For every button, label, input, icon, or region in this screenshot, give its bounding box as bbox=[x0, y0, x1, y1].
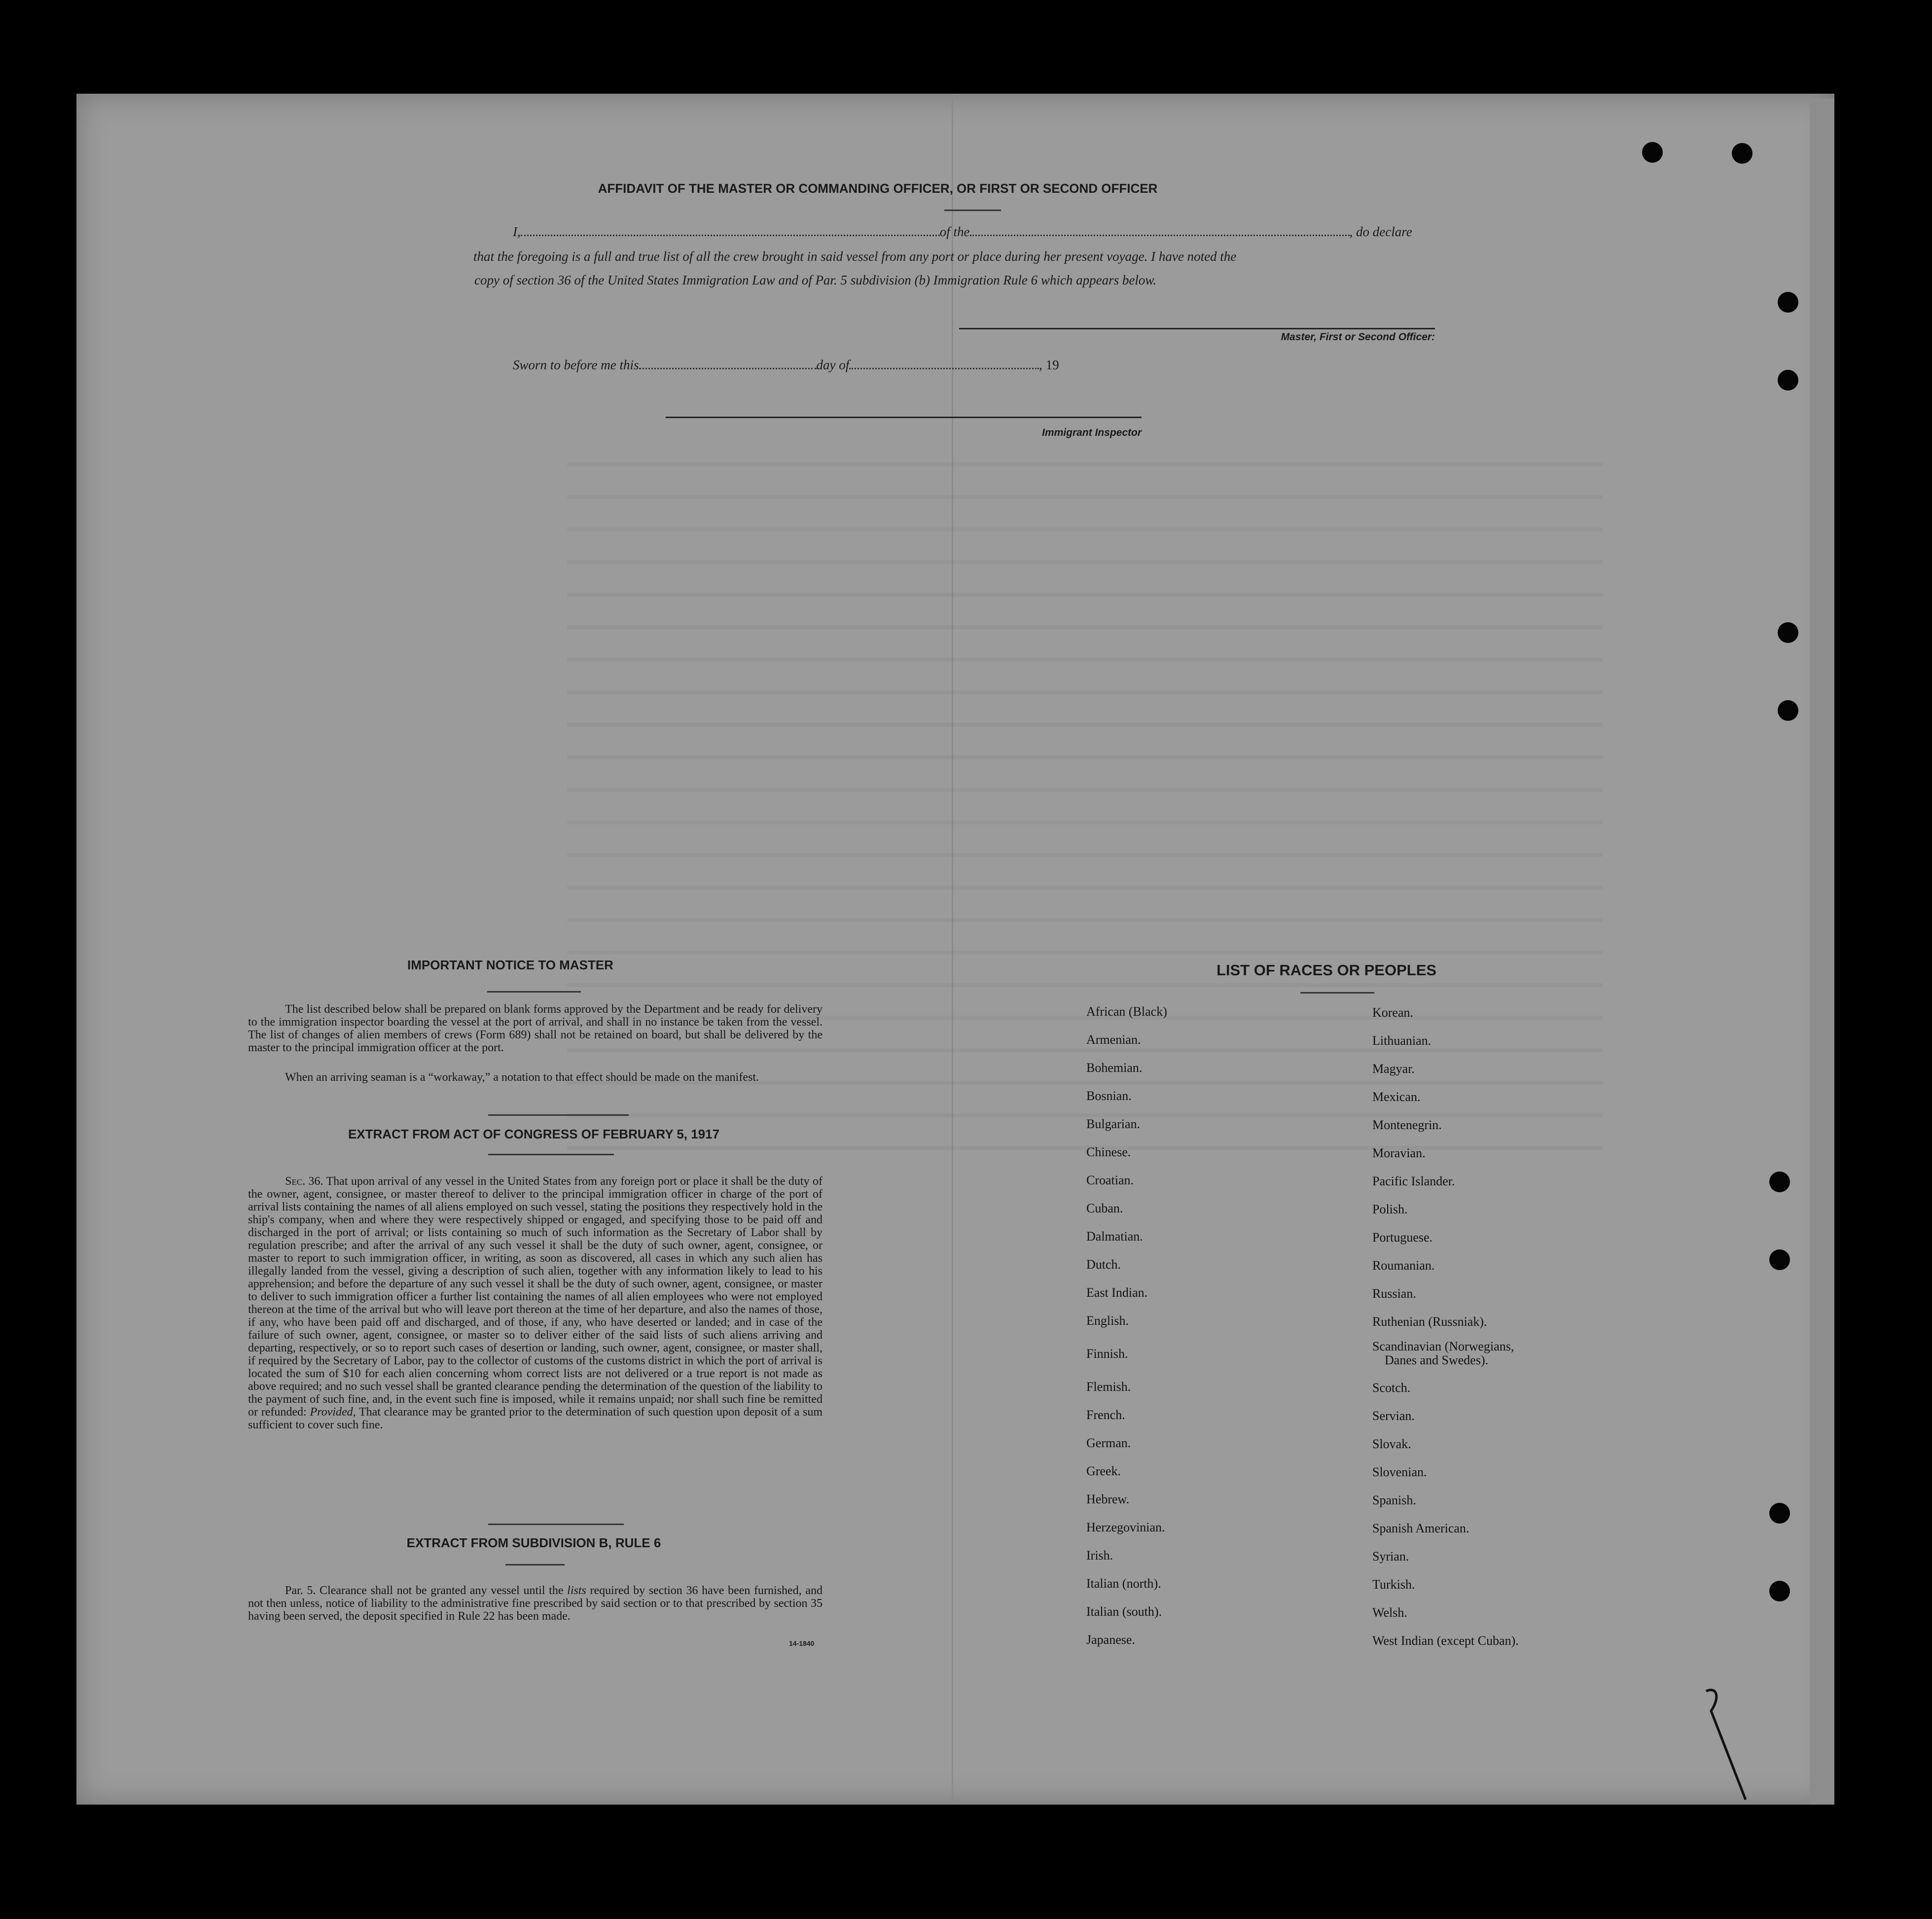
race-item: Russian. bbox=[1372, 1286, 1416, 1301]
race-item: East Indian. bbox=[1086, 1285, 1148, 1300]
race-item: Pacific Islander. bbox=[1372, 1174, 1455, 1188]
race-item: German. bbox=[1086, 1436, 1131, 1450]
race-item: Spanish. bbox=[1372, 1493, 1416, 1507]
affidavit-declare: , do declare bbox=[1349, 224, 1412, 239]
race-item: Japanese. bbox=[1086, 1633, 1135, 1647]
title-rule bbox=[944, 210, 1001, 211]
page-edge bbox=[1810, 99, 1834, 1805]
race-item bbox=[1372, 1336, 1519, 1374]
race-item: Bulgarian. bbox=[1086, 1117, 1141, 1131]
race-item: African (Black) bbox=[1086, 1004, 1167, 1019]
race-item: Polish. bbox=[1372, 1202, 1408, 1216]
race-item: Lithuanian. bbox=[1372, 1033, 1431, 1048]
form-number: 14-1840 bbox=[789, 1639, 815, 1647]
race-item: Cuban. bbox=[1086, 1201, 1123, 1215]
race-item: Magyar. bbox=[1372, 1062, 1415, 1076]
punch-hole bbox=[1769, 1503, 1790, 1524]
race-item: Portuguese. bbox=[1372, 1230, 1433, 1244]
race-item: Welsh. bbox=[1372, 1605, 1407, 1620]
rule6-text-a: Par. 5. Clearance shall not be granted any vessel until the bbox=[285, 1584, 564, 1597]
race-item: Irish. bbox=[1086, 1548, 1113, 1563]
rule6-paragraph bbox=[248, 1584, 823, 1623]
affidavit-line1 bbox=[513, 224, 1412, 240]
race-item: Scotch. bbox=[1372, 1381, 1411, 1395]
race-item: Italian (south). bbox=[1086, 1604, 1162, 1619]
act-section-36 bbox=[248, 1175, 823, 1431]
sworn-day-field[interactable] bbox=[639, 368, 817, 369]
rule6-text-b: required by section 36 have been furnished, and not then unless, notice of liability to the administrative fine prescribed by said section or to that prescribed by section 35 having been served, the deposit specified in Rule 22 has been made. bbox=[248, 1584, 823, 1623]
punch-hole bbox=[1769, 1581, 1790, 1601]
punch-hole bbox=[1778, 370, 1798, 391]
race-item: Montenegrin. bbox=[1372, 1118, 1442, 1132]
race-item: Turkish. bbox=[1372, 1577, 1415, 1592]
affidavit-title: AFFIDAVIT OF THE MASTER OR COMMANDING OFFICER, OR FIRST OR SECOND OFFICER bbox=[598, 181, 1158, 196]
affidavit-i: I, bbox=[513, 224, 521, 239]
punch-hole bbox=[1778, 622, 1798, 643]
rule6-rule bbox=[505, 1564, 565, 1565]
race-item: Roumanian. bbox=[1372, 1258, 1435, 1273]
punch-hole bbox=[1778, 700, 1798, 721]
sworn-line bbox=[513, 357, 1059, 373]
race-item: Chinese. bbox=[1086, 1145, 1131, 1159]
races-rule bbox=[1300, 992, 1374, 994]
notice-title: IMPORTANT NOTICE TO MASTER bbox=[407, 958, 613, 972]
race-item: Flemish. bbox=[1086, 1380, 1131, 1394]
race-item: Croatian. bbox=[1086, 1173, 1134, 1187]
punch-hole bbox=[1769, 1172, 1790, 1192]
act-proviso-label: Provided, bbox=[310, 1406, 356, 1419]
notice-paragraph-2: When an arriving seaman is a “workaway,” a notation to that effect should be made on the manifest. bbox=[285, 1071, 759, 1084]
race-item: Herzegovinian. bbox=[1086, 1520, 1165, 1534]
section-rule bbox=[488, 1114, 629, 1116]
sworn-day-of: day of bbox=[816, 357, 850, 372]
act-sec-text: That upon arrival of any vessel in the United States from any foreign port or place it shall be the duty of the owner, agent, consignee, or master thereof to deliver to the principal immigration officer in charge of the port of arrival lists containing the names of all aliens employed on such vessel, stating the positions they respectively hold in the ship's company, when and where they were respectively shipped or engaged, and specifying those to be paid off and discharged in the port of arrival; or lists containing so much of such information as the Secretary of Labor shall by regulation prescribe; and after the arrival of any such vessel it shall be the duty of such owner, agent, consignee, or master to report to such immigration officer, in writing, as soon as discovered, all cases in which any such alien has illegally landed from the vessel, giving a description of such alien, together with any information likely to lead to his apprehension; and before the departure of any such vessel it shall be the duty of such owner, agent, consignee, or master to deliver to such immigration officer a further list containing the names of all alien employees who were not employed thereon at the time of the arrival but who will leave port thereon at the time of her departure, and also the names of those, if any, who have been paid off and discharged, and of those, if any, who have deserted or landed; and in case of the failure of such owner, agent, consignee, or master so to deliver either of the said lists of such aliens arriving and departing, respectively, or so to report such cases of desertion or landing, such owner, agent, consignee, or master shall, if required by the Secretary of Labor, pay to the collector of customs of the customs district in which the port of arrival is located the sum of $10 for each alien concerning whom correct lists are not delivered or a true report is not made as above required; and no such vessel shall be granted clearance pending the determination of the question of the liability to the payment of such fine, and, in the event such fine is imposed, while it remains unpaid; nor shall such fine be remitted or refunded: bbox=[248, 1175, 823, 1419]
punch-hole bbox=[1778, 292, 1798, 313]
punch-hole bbox=[1732, 143, 1753, 164]
inspector-label: Immigrant Inspector bbox=[1042, 427, 1142, 438]
races-column-1 bbox=[1086, 997, 1167, 1654]
signature-line[interactable] bbox=[959, 328, 1435, 329]
act-title: EXTRACT FROM ACT OF CONGRESS OF FEBRUARY 5, 1917 bbox=[348, 1127, 720, 1141]
affidavit-line2: that the foregoing is a full and true list of all the crew brought in said vessel from any port or place during her present voyage. I have noted the bbox=[473, 249, 1237, 264]
rule6-top-rule bbox=[488, 1524, 624, 1525]
race-item: Dutch. bbox=[1086, 1257, 1121, 1272]
race-item: Dalmatian. bbox=[1086, 1229, 1143, 1244]
act-rule bbox=[488, 1154, 614, 1155]
race-item: Bosnian. bbox=[1086, 1089, 1132, 1103]
race-scandinavian: Scandinavian (Norwegians, bbox=[1372, 1339, 1514, 1353]
race-item: Slovenian. bbox=[1372, 1465, 1427, 1479]
race-item: Hebrew. bbox=[1086, 1492, 1130, 1506]
vessel-field[interactable] bbox=[970, 235, 1350, 236]
notice-paragraph-1: The list described below shall be prepared on blank forms approved by the Department and be ready for delivery to the immigration inspector boarding the vessel at the port of arrival, and shall in no instance be taken from the vessel. The list of changes of alien members of crews (Form 689) shall not be retained on board, but shall be delivered by the master to the principal immigration officer at the port. bbox=[248, 1003, 823, 1054]
races-column-2 bbox=[1372, 998, 1519, 1655]
race-item: Mexican. bbox=[1372, 1090, 1421, 1104]
signature-label: Master, First or Second Officer: bbox=[1281, 331, 1435, 343]
race-item: West Indian (except Cuban). bbox=[1372, 1634, 1519, 1648]
race-item: Bohemian. bbox=[1086, 1061, 1143, 1075]
race-item: Korean. bbox=[1372, 1005, 1414, 1020]
race-item: Ruthenian (Russniak). bbox=[1372, 1315, 1487, 1329]
inspector-signature-line[interactable] bbox=[666, 417, 1142, 418]
race-item: Armenian. bbox=[1086, 1032, 1141, 1047]
sworn-year: , 19 bbox=[1039, 357, 1059, 372]
race-item: English. bbox=[1086, 1314, 1129, 1328]
act-sec-label: Sec. 36. bbox=[285, 1175, 323, 1188]
races-title: LIST OF RACES OR PEOPLES bbox=[1216, 961, 1437, 979]
notice-rule bbox=[487, 991, 581, 993]
race-item: French. bbox=[1086, 1408, 1125, 1422]
act-proviso-text: That clearance may be granted prior to the determination of such question upon deposit of a sum sufficient to cover such fine. bbox=[248, 1406, 823, 1431]
race-item: Slovak. bbox=[1372, 1437, 1411, 1451]
sworn-month-field[interactable] bbox=[849, 368, 1039, 369]
rule6-title: EXTRACT FROM SUBDIVISION B, RULE 6 bbox=[406, 1535, 661, 1550]
name-field[interactable] bbox=[521, 235, 940, 236]
race-item: Italian (north). bbox=[1086, 1576, 1161, 1591]
race-item: Greek. bbox=[1086, 1464, 1121, 1478]
race-item: Finnish. bbox=[1086, 1347, 1128, 1361]
sworn-prefix: Sworn to before me this bbox=[513, 357, 639, 372]
rule6-text-lists: lists bbox=[567, 1584, 586, 1597]
race-item: Syrian. bbox=[1372, 1549, 1409, 1564]
affidavit-line3: copy of section 36 of the United States Immigration Law and of Par. 5 subdivision (b) Immigration Rule 6 which appears below. bbox=[474, 273, 1157, 287]
punch-hole bbox=[1769, 1249, 1790, 1270]
race-item: Servian. bbox=[1372, 1409, 1415, 1423]
race-scandinavian-cont: Danes and Swedes). bbox=[1385, 1353, 1489, 1367]
race-item: Moravian. bbox=[1372, 1146, 1426, 1160]
race-item: Spanish American. bbox=[1372, 1521, 1469, 1535]
affidavit-of-the: of the bbox=[939, 224, 970, 239]
pencil-mark bbox=[1696, 1676, 1775, 1805]
punch-hole bbox=[1642, 142, 1663, 163]
